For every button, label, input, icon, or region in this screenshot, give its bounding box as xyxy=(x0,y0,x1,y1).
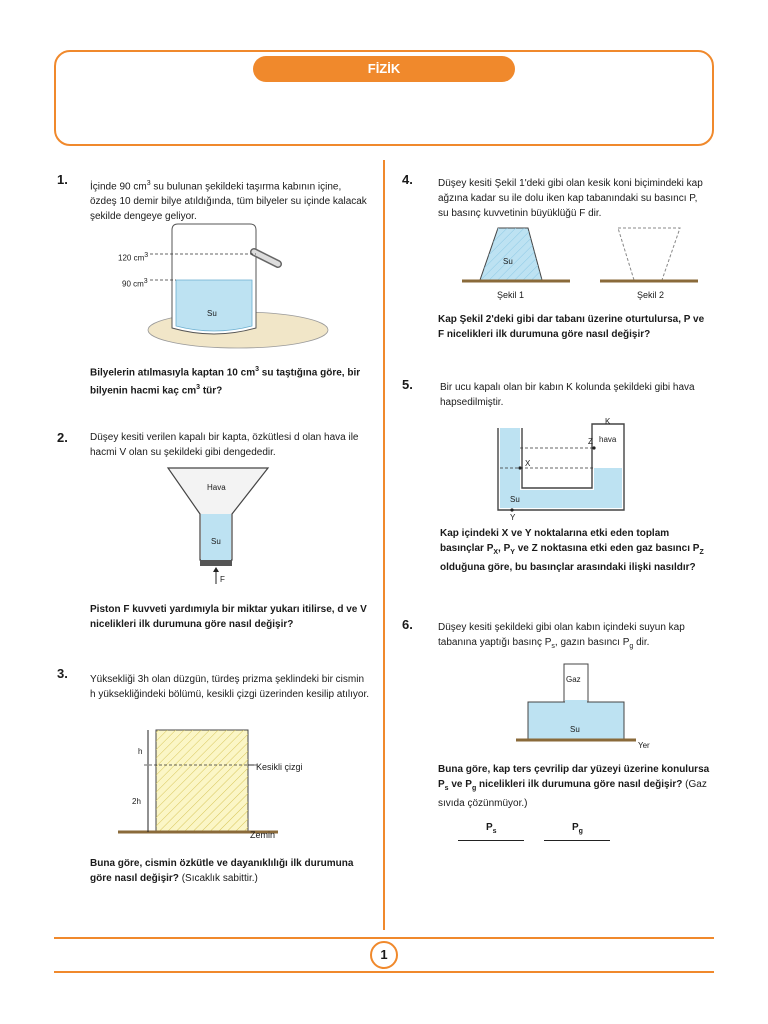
q4-question: Kap Şekil 2'deki gibi dar tabanı üzerine oturtulursa, P ve F nicelikleri ilk durumuna göre nasıl değişir? xyxy=(438,314,705,340)
q6-label-ground: Yer xyxy=(638,741,650,750)
q5-label-y: Y xyxy=(510,513,516,522)
q5-label-k: K xyxy=(605,417,611,426)
q2-label-water: Su xyxy=(211,537,221,546)
q2-label-air: Hava xyxy=(207,483,226,492)
q6-label-water: Su xyxy=(570,725,580,734)
subject-title: FİZİK xyxy=(253,56,515,82)
q2-text: Düşey kesiti verilen kapalı bir kapta, özkütlesi d olan hava ile hacmi V olan su şekildeki gibi dengededir. xyxy=(90,432,359,458)
q6-number: 6. xyxy=(402,617,413,632)
q5-text: Bir ucu kapalı olan bir kabın K kolunda şekildeki gibi hava hapsedilmiştir. xyxy=(440,382,695,408)
q5-question: Kap içindeki X ve Y noktalarına etki eden toplam basınçlar $P_X$, $P_Y$ ve Z noktasına etki eden gaz basıncı $P_Z$ olduğuna göre, bu basınçlar arasındaki ilişki nasıldır? xyxy=(440,528,704,573)
q5-label-air: hava xyxy=(599,435,617,444)
q6-answer-pg-label: $P_g$ xyxy=(572,822,583,835)
q4-figure xyxy=(458,226,708,288)
q5-label-x: X xyxy=(525,459,531,468)
page-number: 1 xyxy=(370,941,398,969)
footer-line-bottom xyxy=(54,971,714,973)
q6-answer-ps-label: $P_s$ xyxy=(486,822,497,835)
column-divider xyxy=(383,160,385,930)
q3-number: 3. xyxy=(57,666,68,681)
q3-text: Yüksekliği 3h olan düzgün, türdeş prizma şeklindeki bir cismin h yüksekliğindeki bölümü, kesikli çizgi üzerinden kesilip atılıyor. xyxy=(90,674,370,700)
q6-answer-pg-line[interactable] xyxy=(544,840,610,841)
q6-answer-ps-line[interactable] xyxy=(458,840,524,841)
q1-text: İçinde 90 $cm^3$ su bulunan şekildeki taşırma kabının içine, özdeş 10 demir bilye atıldığında, tüm bilyeler su içinde kalacak şekilde dengeye geliyor. xyxy=(90,180,367,223)
q3-label-2h: 2h xyxy=(132,797,141,806)
q2-label-force: F xyxy=(220,575,225,584)
q4-label-water: Su xyxy=(503,257,513,266)
q6-text: Düşey kesiti şekildeki gibi olan kabın içindeki suyun kap tabanına yaptığı basınç $P_s$, gazın basıncı $P_g$ dir. xyxy=(438,622,685,650)
footer-line-top xyxy=(54,937,714,939)
q4-text: Düşey kesiti Şekil 1'deki gibi olan kesik koni biçimindeki kap ağzına kadar su ile dolu iken kap tabanındaki su basıncı P, su basınç kuvvetinin büyüklüğü F dir. xyxy=(438,178,703,219)
q2-question: Piston F kuvveti yardımıyla bir miktar yukarı itilirse, d ve V nicelikleri ilk durumuna göre nasıl değişir? xyxy=(90,604,367,630)
q1-label-water: Su xyxy=(207,309,217,318)
q6-question: Buna göre, kap ters çevrilip dar yüzeyi üzerine konulursa $P_s$ ve $P_g$ nicelikleri ilk durumuna göre nasıl değişir? (Gaz sıvıda çözünmüyor.) xyxy=(438,764,710,809)
q2-number: 2. xyxy=(57,430,68,445)
q1-number: 1. xyxy=(57,172,68,187)
q1-label-120: 120 $cm^3$ xyxy=(118,252,149,263)
q5-number: 5. xyxy=(402,377,413,392)
q3-label-cut: Kesikli çizgi xyxy=(256,762,303,772)
q3-question: Buna göre, cismin özkütle ve dayanıklılığı ilk durumuna göre nasıl değişir? (Sıcaklık sabittir.) xyxy=(90,858,354,884)
q3-figure xyxy=(118,728,358,840)
q1-question: Bilyelerin atılmasıyla kaptan 10 $cm^3$ su taştığına göre, bir bilyenin hacmi kaç $cm^3$ tür? xyxy=(90,366,361,397)
q4-number: 4. xyxy=(402,172,413,187)
q6-figure xyxy=(516,660,666,746)
q3-label-h: h xyxy=(138,747,143,756)
q4-label-fig1: Şekil 1 xyxy=(497,290,525,300)
q5-label-z: Z xyxy=(588,437,593,446)
q3-label-ground: Zemin xyxy=(250,830,276,840)
q4-label-fig2: Şekil 2 xyxy=(637,290,665,300)
q6-label-gas: Gaz xyxy=(566,675,581,684)
q5-label-water: Su xyxy=(510,495,520,504)
q1-label-90: 90 $cm^3$ xyxy=(122,278,148,289)
